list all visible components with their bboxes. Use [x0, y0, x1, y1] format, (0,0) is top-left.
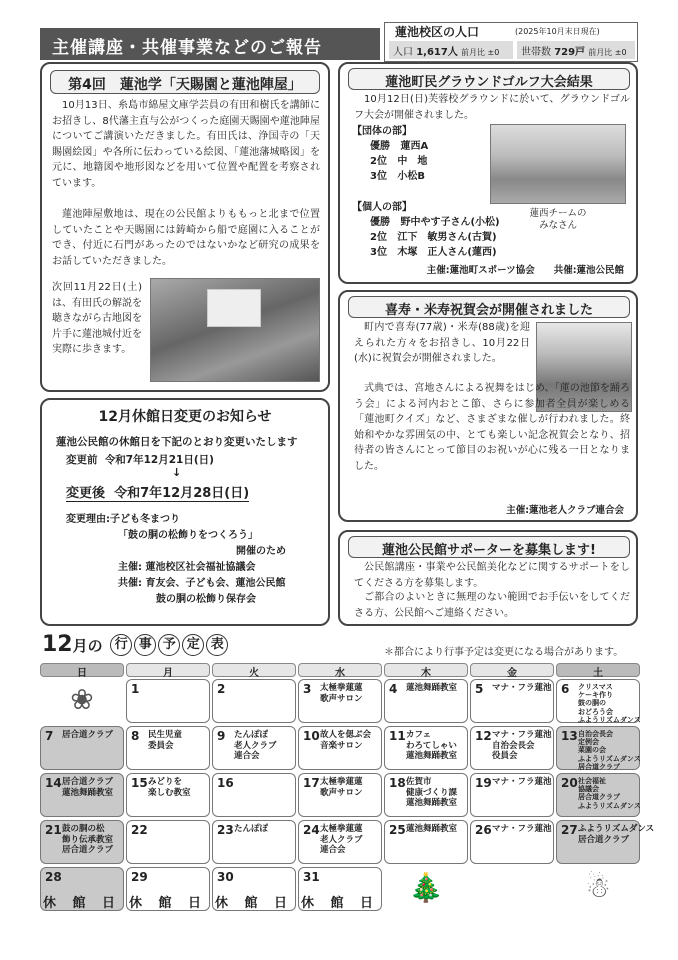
day-number: 15 — [131, 776, 148, 790]
calendar-day — [126, 867, 210, 911]
calendar-day — [556, 773, 640, 817]
day-number: 26 — [475, 823, 492, 837]
golf-team-results — [352, 124, 428, 184]
co-1: 育友会、子ども会、蓮池公民館 — [145, 578, 286, 589]
day-number: 14 — [45, 776, 62, 790]
celebration-paragraph-2a — [354, 381, 630, 474]
day-number: 27 — [561, 823, 578, 837]
weekday-header: 金 — [470, 663, 554, 677]
population-people-row — [389, 41, 513, 59]
supporter-paragraph-1: 公民館講座・事業や公民館美化などに関するサポートをしてくださる方を募集します。 — [354, 562, 630, 589]
before-date: 令和7年12月21日(日) — [104, 454, 214, 466]
people-label: 人口 — [393, 47, 413, 58]
day-number: 29 — [131, 870, 148, 884]
population-households-row — [517, 41, 635, 59]
reason-label: 変更理由: — [66, 514, 110, 525]
calendar-day — [40, 726, 124, 770]
before-label: 変更前 — [66, 454, 98, 466]
indiv-rank-3: 3位 — [370, 247, 387, 258]
day-number: 30 — [217, 870, 234, 884]
day-number: 8 — [131, 729, 140, 743]
day-number: 24 — [303, 823, 320, 837]
day-number: 7 — [45, 729, 54, 743]
wreath-icon: ❀ — [70, 683, 94, 716]
celebration-article — [338, 290, 638, 522]
day-events: 蓮池舞踊教室 — [406, 683, 458, 693]
households-label: 世帯数 — [521, 47, 551, 58]
calendar-day — [556, 867, 640, 911]
day-number: 28 — [45, 870, 62, 884]
lecture-paragraph-1: 10月13日、糸島市綿屋文庫学芸員の有田和樹氏を講師にお招きし、8代藩主直与公がつくった庭園天賜園や蓮池陣屋についてご講演いただきました。有田氏は、浄国寺の「天賜園絵図」や各所に伝わっている絵図、「蓮池藩城略図」を元に、地籍図や地形図などを用いて位置や配置を考察されています。 — [52, 100, 320, 189]
lecture-article — [40, 62, 330, 392]
title-char-5: 表 — [206, 634, 228, 656]
after-label: 変更後 — [66, 486, 106, 501]
title-char-1: 行 — [110, 634, 132, 656]
after-date: 令和7年12月28日(日) — [114, 486, 250, 501]
population-box — [384, 22, 638, 62]
day-events: 故人を偲ぶ会 音楽サロン — [320, 730, 372, 751]
calendar-note: ＊都合により行事予定は変更になる場合があります。 — [384, 647, 624, 658]
households-count: 729戸 — [554, 47, 586, 58]
co-label: 共催: — [118, 578, 142, 589]
section-header: 主催講座・共催事業などのご報告 — [40, 28, 380, 60]
households-diff: 前月比 ±0 — [588, 48, 627, 57]
indiv-name-3: 木塚 正人さん(蓮西) — [397, 247, 497, 258]
day-events: 居合道クラブ — [62, 730, 114, 740]
calendar-day — [470, 820, 554, 864]
day-number: 1 — [131, 682, 140, 696]
closed-label: 休 館 日 — [128, 896, 208, 911]
day-number: 11 — [389, 729, 406, 743]
day-events: カフェ わろてしゃい 蓮池舞踊教室 — [406, 730, 458, 761]
day-events: マナ・フラ蓮池 自治会長会 役員会 — [492, 730, 552, 761]
day-events: たんぽぽ — [234, 824, 269, 834]
lecture-title: 第4回 蓮池学「天賜園と蓮池陣屋」 — [50, 70, 320, 94]
lecture-photo — [150, 278, 320, 382]
day-events: クリスマス ケーキ作り 鼓の胴の おどろう会 ふようリズムダンス — [578, 683, 641, 724]
calendar-day — [212, 867, 296, 911]
day-number: 6 — [561, 682, 570, 696]
team-label: 【団体の部】 — [352, 126, 412, 137]
day-number: 2 — [217, 682, 226, 696]
calendar-day — [212, 726, 296, 770]
calendar-day — [470, 773, 554, 817]
calendar-day — [384, 679, 468, 723]
calendar-day — [212, 773, 296, 817]
day-number: 4 — [389, 682, 398, 696]
celebration-footer: 主催:蓮池老人クラブ連合会 — [506, 505, 624, 516]
golf-article — [338, 62, 638, 284]
holiday-title: 12月休館日変更のお知らせ — [98, 409, 272, 425]
day-events: マナ・フラ蓮池 — [492, 683, 552, 693]
indiv-label: 【個人の部】 — [352, 202, 412, 213]
calendar-day — [40, 820, 124, 864]
closed-label: 休 館 日 — [300, 896, 380, 911]
calendar-day — [384, 773, 468, 817]
caption-2: みなさん — [538, 220, 577, 231]
indiv-rank-1: 優勝 — [370, 217, 390, 228]
reason-1: 子ども冬まつり — [110, 514, 180, 525]
celebration-title: 喜寿・米寿祝賀会が開催されました — [348, 296, 630, 318]
calendar-month: 12 — [42, 632, 73, 657]
population-date: (2025年10月末日現在) — [515, 27, 600, 36]
day-events: 太極拳蓮蓮 老人クラブ 連合会 — [320, 824, 363, 855]
day-events: ふようリズムダンス 居合道クラブ — [578, 824, 655, 845]
celebration-paragraph-1: 町内で喜寿(77歳)・米寿(88歳)を迎えられた方々をお招きし、10月22日(水)に祝賀会が開催されました。 — [354, 322, 530, 364]
calendar-day — [384, 726, 468, 770]
day-events: 居合道クラブ 蓮池舞踊教室 — [62, 777, 114, 798]
calendar-day — [40, 867, 124, 911]
day-number: 18 — [389, 776, 406, 790]
weekday-header: 土 — [556, 663, 640, 677]
lecture-paragraph-3: 次回11月22日(土)は、有田氏の解説を聴きながら古地図を片手に蓮池城付近を実際に歩きます。 — [52, 282, 142, 355]
golf-photo — [490, 124, 626, 204]
holiday-lead: 蓮池公民館の休館日を下記のとおり変更いたします — [56, 436, 298, 448]
calendar-day — [384, 867, 468, 911]
golf-caption — [490, 208, 626, 232]
day-number: 31 — [303, 870, 320, 884]
host: 蓮池校区社会福祉協議会 — [145, 562, 256, 573]
day-events: 社会福祉 協議会 居合道クラブ ふようリズムダンス — [578, 777, 641, 810]
day-number: 23 — [217, 823, 234, 837]
title-char-4: 定 — [182, 634, 204, 656]
calendar-day — [556, 726, 640, 770]
day-events: 太極拳蓮蓮 歌声サロン — [320, 683, 363, 704]
projection-screen — [207, 289, 261, 327]
holiday-before — [66, 452, 214, 467]
people-count: 1,617人 — [416, 47, 458, 58]
calendar-day — [470, 679, 554, 723]
day-events: 蓮池舞踊教室 — [406, 824, 458, 834]
lecture-paragraph-2: 蓮池陣屋敷地は、現在の公民館よりももっと北まで位置していたことや天賜園には鋳崎から船で庭園に入ることができ、付近に石門があったのではないかなど研究の成果をお話していただきました。 — [52, 209, 320, 267]
calendar-day — [470, 726, 554, 770]
santa-icon: ☃ — [585, 871, 611, 904]
calendar-day — [298, 679, 382, 723]
closed-label: 休 館 日 — [42, 896, 122, 911]
caption-1: 蓮西チームの — [529, 208, 587, 219]
day-number: 16 — [217, 776, 234, 790]
day-events: マナ・フラ蓮池 — [492, 824, 552, 834]
calendar-day — [298, 726, 382, 770]
day-events: みどりを 楽しむ教室 — [148, 777, 191, 798]
calendar-day — [126, 820, 210, 864]
holiday-details — [66, 512, 286, 608]
weekday-header: 木 — [384, 663, 468, 677]
day-events: 佐賀市 健康づくり課 蓮池舞踊教室 — [406, 777, 458, 808]
calendar-day — [126, 773, 210, 817]
reason-3: 開催のため — [236, 546, 286, 557]
weekday-header: 月 — [126, 663, 210, 677]
day-number: 25 — [389, 823, 406, 837]
supporter-article — [338, 530, 638, 626]
christmas-tree-icon: 🎄 — [408, 871, 444, 904]
calendar-day — [40, 679, 124, 723]
holiday-arrow: ↓ — [172, 466, 182, 479]
calendar-day — [212, 679, 296, 723]
celebration-paragraph-2: 式典では、宮地さんによる祝舞をはじめ、「蓮の池節を踊ろう会」による河内おとこ節、さらに参加者全員が楽しめる「蓮池町クイズ」など、さまざまな催しが行われました。終始和やかな雰囲気の中、とても楽しい記念祝賀会となり、招待者の皆さんにとって節目のお祝いが心に残る一日となりました。 — [354, 383, 630, 472]
population-title: 蓮池校区の人口 — [395, 25, 480, 39]
team-rank-2: 2位 — [370, 156, 387, 167]
team-rank-3: 3位 — [370, 171, 387, 182]
day-number: 10 — [303, 729, 320, 743]
day-events: 鼓の胴の松 飾り伝承教室 居合道クラブ — [62, 824, 114, 855]
closed-label: 休 館 日 — [214, 896, 294, 911]
calendar-day — [126, 679, 210, 723]
day-number: 3 — [303, 682, 312, 696]
indiv-rank-2: 2位 — [370, 232, 387, 243]
indiv-name-2: 江下 敏男さん(古賀) — [397, 232, 497, 243]
calendar-day — [40, 773, 124, 817]
reason-2: 「鼓の胴の松飾りをつくろう」 — [118, 530, 258, 541]
day-events: マナ・フラ蓮池 — [492, 777, 552, 787]
golf-individual-results — [352, 200, 500, 260]
calendar-day — [556, 820, 655, 864]
weekday-header: 火 — [212, 663, 296, 677]
calendar-day — [298, 820, 382, 864]
calendar-day — [212, 820, 296, 864]
supporter-title: 蓮池公民館サポーターを募集します! — [348, 536, 630, 558]
calendar-month-suffix: 月の — [72, 637, 103, 655]
day-number: 17 — [303, 776, 320, 790]
day-number: 21 — [45, 823, 62, 837]
calendar-title — [42, 632, 230, 657]
holiday-after — [66, 482, 249, 502]
title-char-2: 事 — [134, 634, 156, 656]
host-label: 主催: — [118, 562, 142, 573]
team-name-3: 小松B — [397, 171, 426, 182]
weekday-header: 日 — [40, 663, 124, 677]
title-char-3: 予 — [158, 634, 180, 656]
day-number: 5 — [475, 682, 484, 696]
calendar-day — [384, 820, 468, 864]
day-events: たんぽぽ 老人クラブ 連合会 — [234, 730, 277, 761]
people-diff: 前月比 ±0 — [461, 48, 500, 57]
day-number: 13 — [561, 729, 578, 743]
calendar-day — [556, 679, 640, 723]
weekday-header: 水 — [298, 663, 382, 677]
golf-lead: 10月12日(日)芙蓉校グラウンドに於いて、グラウンドゴルフ大会が開催されました。 — [354, 94, 630, 121]
day-number: 9 — [217, 729, 226, 743]
holiday-notice — [40, 398, 330, 626]
calendar-day — [126, 726, 210, 770]
day-number: 19 — [475, 776, 492, 790]
day-events: 民生児童 委員会 — [148, 730, 183, 751]
day-number: 22 — [131, 823, 148, 837]
indiv-name-1: 野中やす子さん(小松) — [400, 217, 500, 228]
team-name-2: 中 地 — [397, 156, 428, 167]
co-2: 鼓の胴の松飾り保存会 — [156, 594, 256, 605]
day-number: 20 — [561, 776, 578, 790]
supporter-paragraph-2: ご都合のよいときに無理のない範囲でお手伝いをしてくださる方、公民館へご連絡ください。 — [354, 592, 630, 619]
golf-title: 蓮池町民グラウンドゴルフ大会結果 — [348, 68, 630, 90]
calendar-day — [298, 867, 382, 911]
golf-footer: 主催:蓮池町スポーツ協会 共催:蓮池公民館 — [426, 265, 624, 276]
team-name-1: 蓮西A — [400, 141, 429, 152]
day-events: 自治会長会 定例会 菜園の会 ふようリズムダンス 居合道クラブ — [578, 730, 641, 771]
day-number: 12 — [475, 729, 492, 743]
calendar-day — [298, 773, 382, 817]
day-events: 太極拳蓮蓮 歌声サロン — [320, 777, 363, 798]
team-rank-1: 優勝 — [370, 141, 390, 152]
